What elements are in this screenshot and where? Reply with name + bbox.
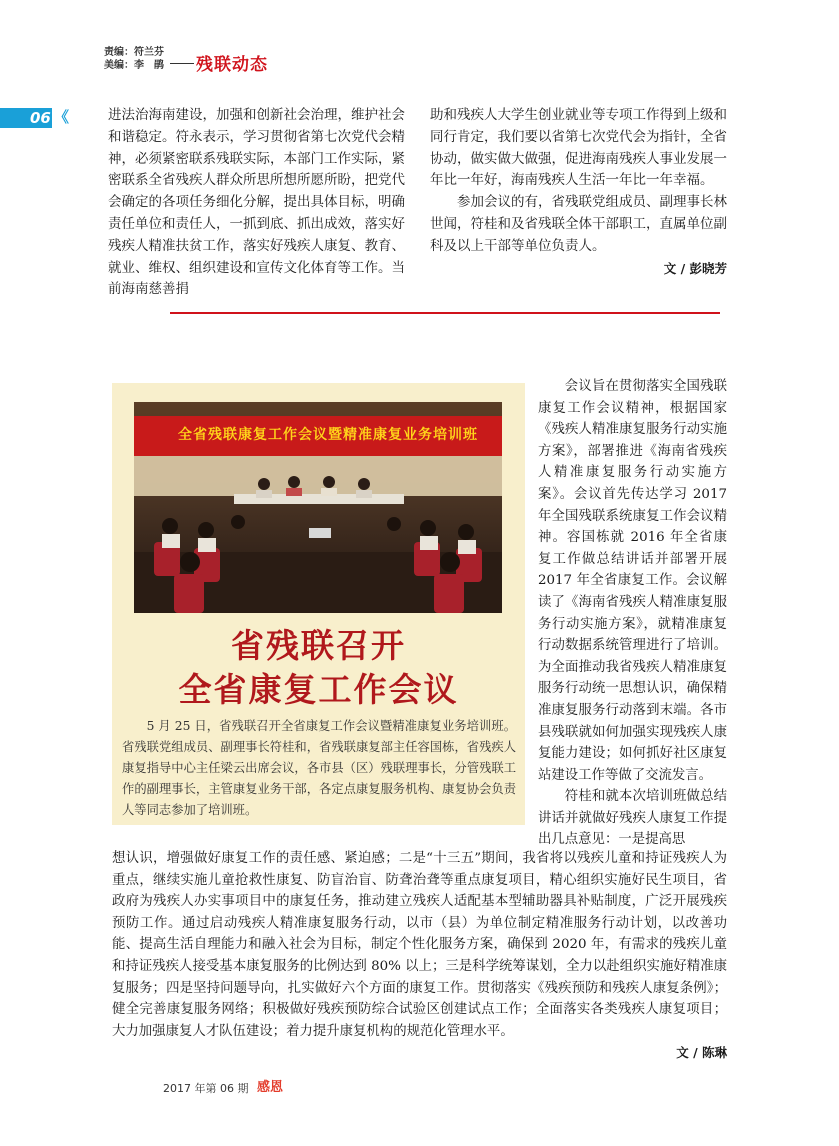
article1-paragraph: 助和残疾人大学生创业就业等专项工作得到上级和同行肯定，我们要以省第七次党代会为指针，全省协动，做实做大做强，促进海南残疾人事业发展一年比一年好，海南残疾人生活一年比一年幸福。: [430, 107, 727, 189]
article2-wide-text: [112, 848, 727, 1064]
article-divider: [170, 312, 720, 314]
designer-line: 美编：李 鹃: [104, 60, 164, 71]
meeting-photo: [134, 402, 502, 613]
issue-label: 2017 年第 06 期: [163, 1082, 249, 1095]
editor-line: 责编：符兰芬: [104, 47, 164, 58]
article2-byline: 文 / 陈琳: [676, 1045, 727, 1061]
photo-banner-text: 全省残联康复工作会议暨精准康复业务培训班: [178, 427, 478, 443]
article1-left-column: [108, 105, 405, 301]
article1-right-column: [430, 105, 727, 279]
article1-paragraph: 参加会议的有，省残联党组成员、副理事长林世闻，符桂和及省残联全体干部职工，直属单位副科及以上干部等单位负责人。: [430, 194, 727, 254]
article2-paragraph: 符桂和就本次培训班做总结讲话并就做好残疾人康复工作提出几点意见：一是提高思: [538, 789, 727, 848]
page-arrows: 《: [54, 108, 70, 126]
editor-credits: [104, 46, 164, 72]
article2-title-line2: 全省康复工作会议: [178, 670, 459, 709]
article1-byline: 文 / 彭晓芳: [663, 260, 727, 276]
page-number: 06: [30, 109, 51, 127]
article2-caption: [122, 716, 516, 821]
article2-wide-paragraph: 想认识，增强做好康复工作的责任感、紧迫感；二是“十三五”期间，我省将以残疾儿童和持证残疾人为重点，继续实施儿童抢救性康复、防盲治盲、防聋治聋等重点康复项目，精心组织实施好民生项目，省政府为残疾人办实事项目中的康复任务，推动建立残疾人适配基本型辅助器具补贴制度，广泛开展残疾预防工作。通过启动残疾人精准康复服务行动，以市（县）为单位制定精准服务行动计划，以改善功能、提高生活自理能力和融入社会为目标，制定个性化服务方案，确保到 2020 年，有需求的残疾儿童和持证残疾人接受基本康复服务的比例达到 80% 以上；三是科学统筹谋划，全力以赴组织实施好精准康复服务；四是坚持问题导向，扎实做好六个方面的康复工作。贯彻落实《残疾预防和残疾人康复条例》；健全完善康复服务网络；积极做好残疾预防综合试验区创建试点工作；全面落实各类残疾人康复项目；大力加强康复人才队伍建设；着力提升康复机构的规范化管理水平。: [112, 851, 727, 1039]
magazine-logo: 感恩: [257, 1080, 284, 1095]
article1-left-text: 进法治海南建设，加强和创新社会治理，维护社会和谐稳定。符永表示，学习贯彻省第七次党代会精神，必须紧密联系残联实际，本部门工作实际，紧密联系全省残疾人群众所思所想所愿所盼，把党代会确定的各项任务细化分解，提出具体目标，明确责任单位和责任人，一抓到底、抓出成效，落实好残疾人精准扶贫工作，落实好残疾人康复、教育、就业、维权、组织建设和宣传文化体育等工作。当前海南慈善捐: [108, 107, 405, 298]
section-title: 残联动态: [196, 55, 268, 75]
article2-right-column: [538, 376, 727, 851]
article2-paragraph: 会议旨在贯彻落实全国残联康复工作会议精神，根据国家《残疾人精准康复服务行动实施方案》，部署推进《海南省残疾人精准康复服务行动实施方案》。会议首先传达学习 2017 年全国残联系统康复工作会议精神。容国栋就 2016 年全省康复工作做总结讲话并部署开展 2017 年全省康复工作。会议解读了《海南省残疾人精准康复服务行动实施方案》，就精准康复行动数据系统管理进行了培训。为全面推动我省残疾人精准康复服务行动统一思想认识，确保精准康复服务行动落到末端。各市县残联就如何加强实现残疾人康复能力建设；如何抓好社区康复站建设工作等做了交流发言。: [538, 379, 727, 783]
header-rule: [170, 63, 194, 64]
article2-title-line1: 省残联召开: [231, 626, 406, 665]
caption-text: 5 月 25 日，省残联召开全省康复工作会议暨精准康复业务培训班。省残联党组成员、副理事长符桂和，省残联康复部主任容国栋，省残疾人康复指导中心主任梁云出席会议，各市县（区）残联理事长，分管残联工作的副理事长，主管康复业务干部，各定点康复服务机构、康复协会负责人等同志参加了培训班。: [122, 719, 516, 817]
